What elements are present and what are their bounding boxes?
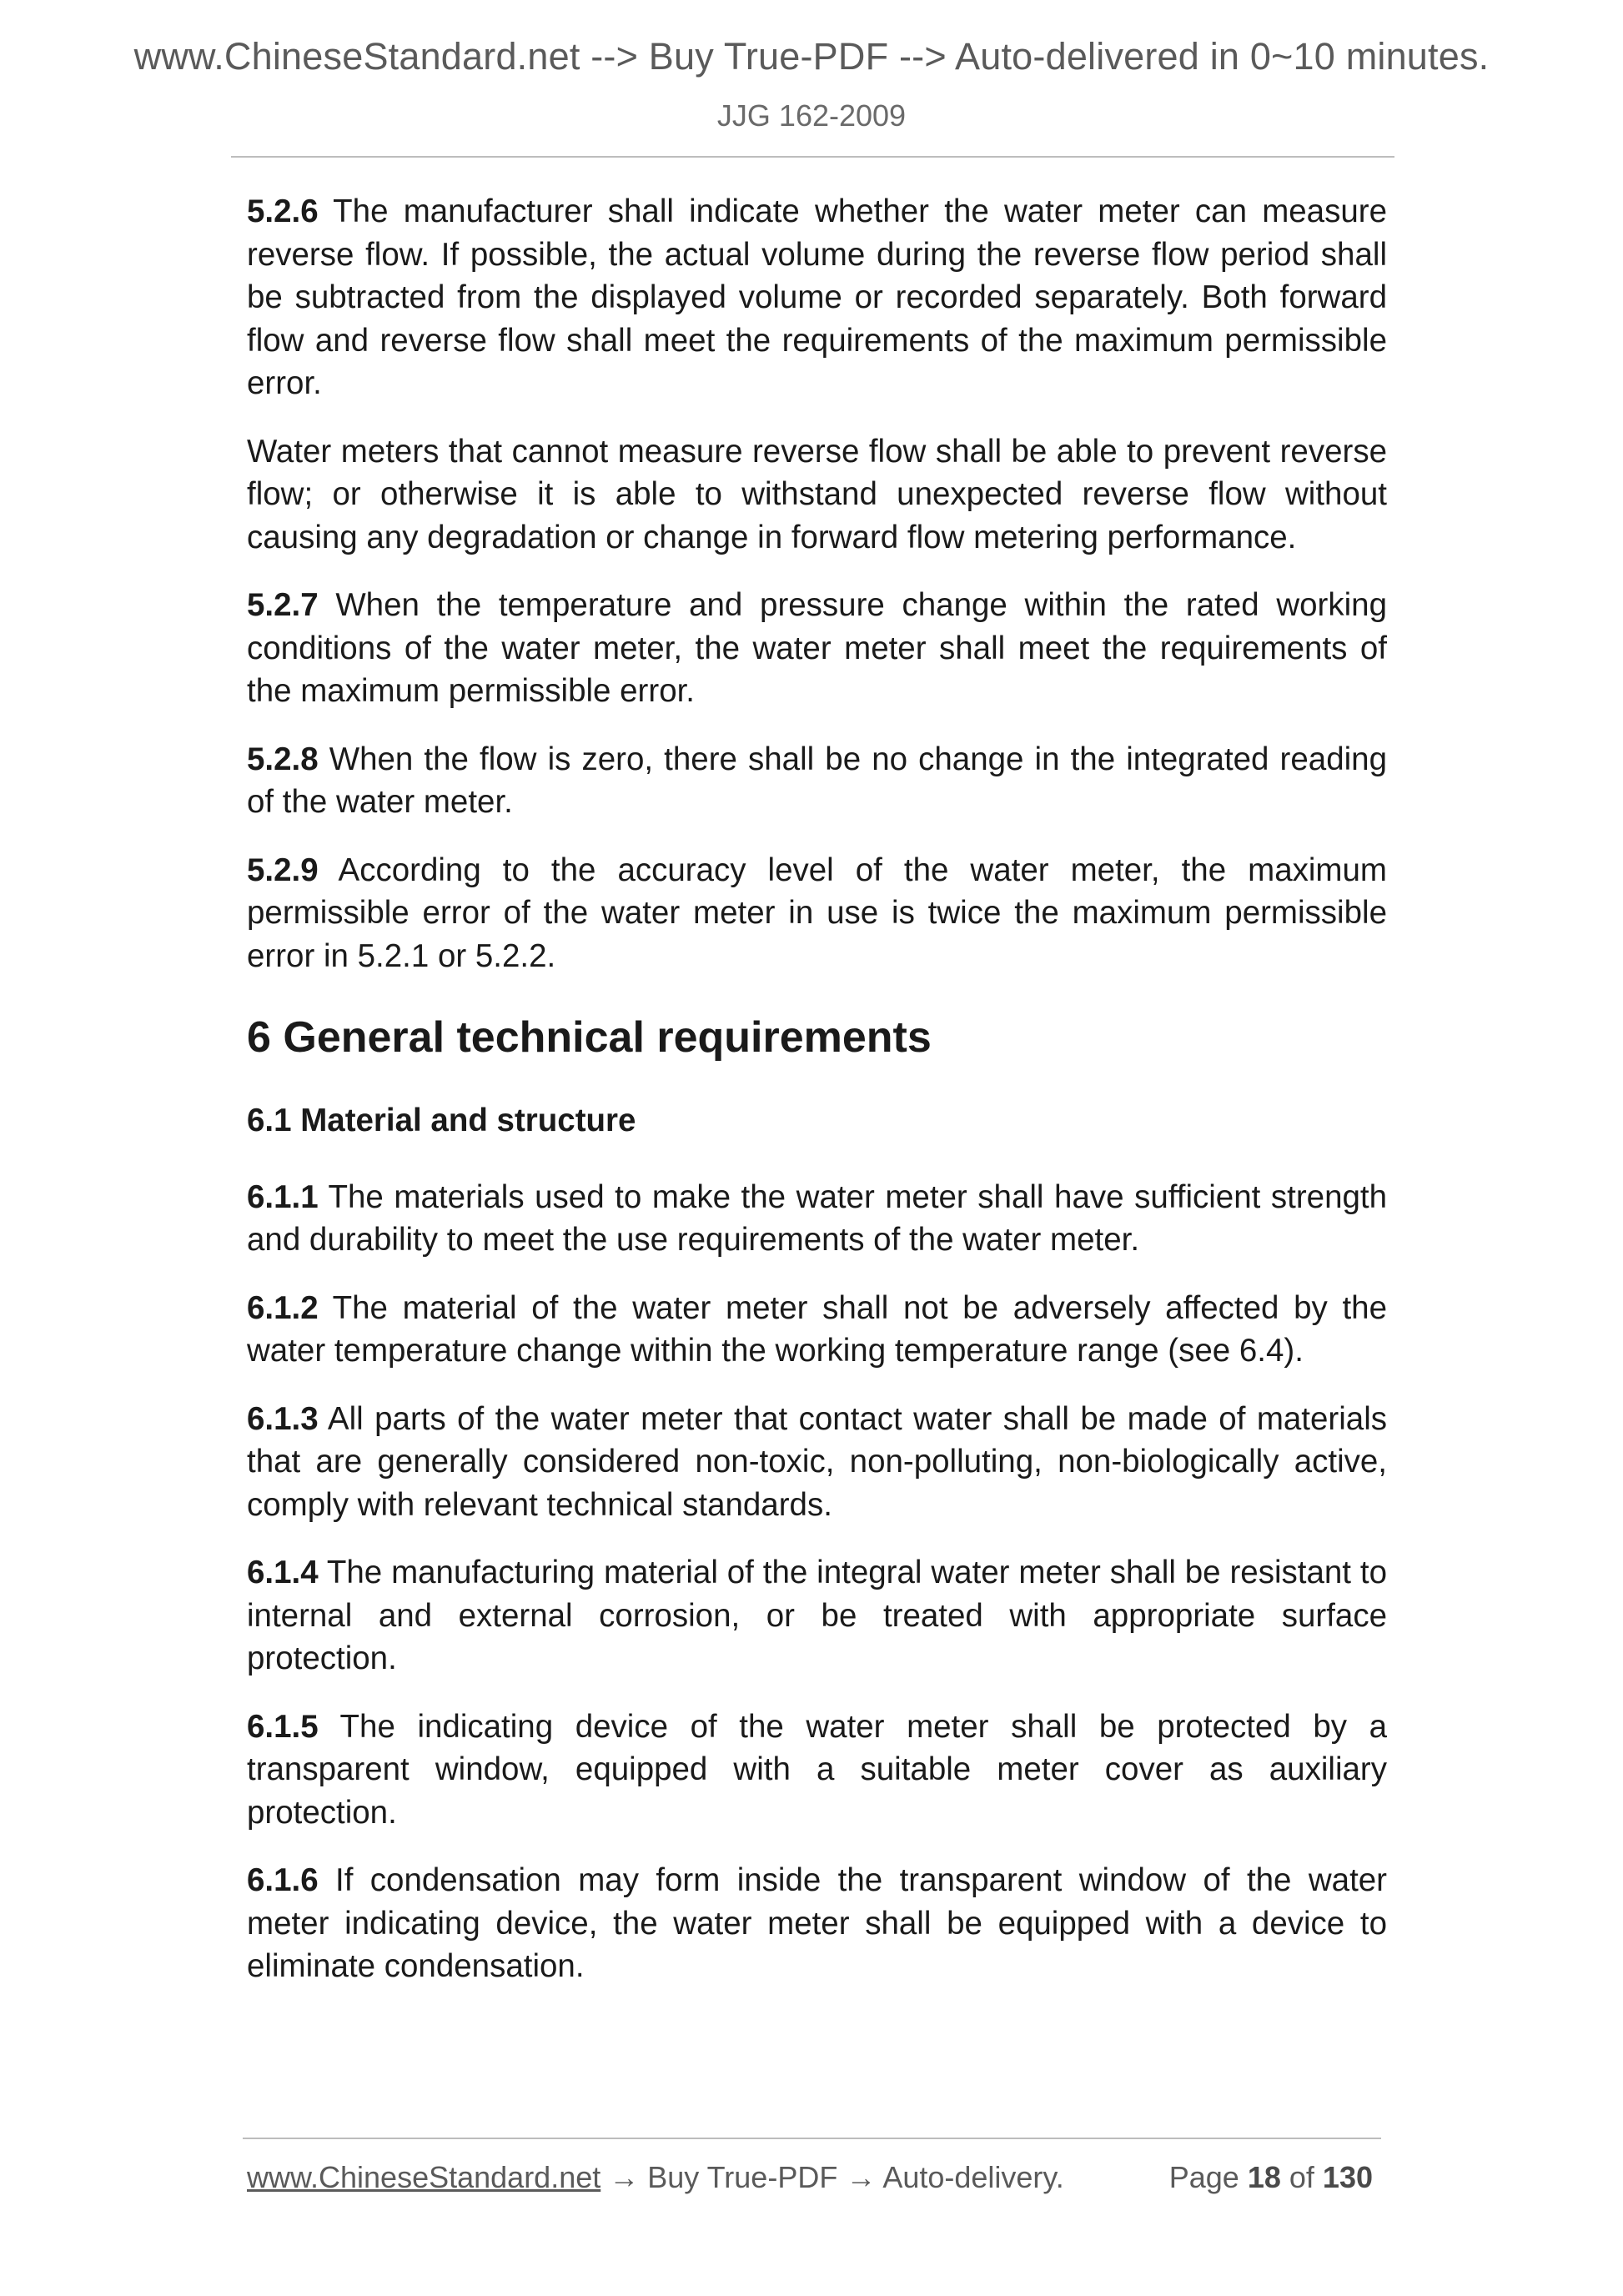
subsection-heading: 6.1 Material and structure <box>247 1103 636 1138</box>
header-divider <box>231 156 1394 158</box>
clause-text: All parts of the water meter that contact water shall be made of materials that are generally considered non-toxic, non-polluting, non-biologically active, comply with relevant technical standards. <box>247 1400 1387 1523</box>
clause-text: The manufacturer shall indicate whether the water meter can measure reverse flow. If possible, the actual volume during the reverse flow period shall be subtracted from the displayed volume or recorded separately. Both forward flow and reverse flow shall meet the requirements of the maximum permissible error. <box>247 193 1387 401</box>
page-of: of <box>1289 2160 1314 2194</box>
clause-6-1-1 <box>247 1176 1387 1262</box>
clause-text: According to the accuracy level of the water meter, the maximum permissible error of the water meter in use is twice the maximum permissible error in 5.2.1 or 5.2.2. <box>247 852 1387 974</box>
page-footer <box>247 2160 1381 2195</box>
clause-number: 5.2.7 <box>247 587 319 623</box>
clause-number: 5.2.6 <box>247 193 319 229</box>
clause-5-2-6 <box>247 190 1387 405</box>
footer-divider <box>243 2138 1381 2139</box>
clause-5-2-7 <box>247 584 1387 713</box>
page-label: Page <box>1168 2160 1239 2194</box>
page-current: 18 <box>1247 2160 1281 2194</box>
clause-5-2-9 <box>247 849 1387 978</box>
section-heading: 6 General technical requirements <box>247 1013 932 1062</box>
top-banner: www.ChineseStandard.net --> Buy True-PDF --> Auto-delivered in 0~10 minutes. <box>133 35 1490 78</box>
clause-6-1-3 <box>247 1398 1387 1527</box>
footer-site-link[interactable]: www.ChineseStandard.net <box>247 2160 601 2194</box>
page-content <box>247 190 1387 2013</box>
clause-number: 6.1.1 <box>247 1178 319 1215</box>
clause-text: When the temperature and pressure change within the rated working conditions of the water meter, the water meter shall meet the requirements of the maximum permissible error. <box>247 587 1387 709</box>
clause-text: The material of the water meter shall not be adversely affected by the water temperature change within the working temperature range (see 6.4). <box>247 1289 1387 1369</box>
clause-number: 6.1.2 <box>247 1289 319 1326</box>
clause-number: 6.1.5 <box>247 1708 319 1745</box>
clause-6-1-6 <box>247 1859 1387 1988</box>
clause-text: When the flow is zero, there shall be no change in the integrated reading of the water meter. <box>247 741 1387 820</box>
clause-6-1-2 <box>247 1287 1387 1373</box>
clause-text: The materials used to make the water meter shall have sufficient strength and durability to meet the use requirements of the water meter. <box>247 1178 1387 1258</box>
footer-tagline: → Buy True-PDF → Auto-delivery. <box>600 2160 1064 2194</box>
clause-number: 5.2.8 <box>247 741 319 777</box>
document-code: JJG 162-2009 <box>716 98 907 133</box>
clause-text: The indicating device of the water meter shall be protected by a transparent window, equipped with a suitable meter cover as auxiliary protection. <box>247 1708 1387 1831</box>
clause-number: 6.1.6 <box>247 1862 319 1898</box>
clause-number: 6.1.3 <box>247 1400 319 1437</box>
clause-number: 6.1.4 <box>247 1555 319 1590</box>
clause-6-1-4 <box>247 1551 1387 1681</box>
clause-number: 5.2.9 <box>247 852 319 888</box>
clause-text: If condensation may form inside the transparent window of the water meter indicating device, the water meter shall be equipped with a device to eliminate condensation. <box>247 1862 1387 1984</box>
page-indicator <box>1169 2160 1373 2195</box>
clause-5-2-8 <box>247 738 1387 824</box>
page-total: 130 <box>1322 2160 1373 2194</box>
clause-5-2-6-continued <box>247 430 1387 560</box>
clause-text: The manufacturing material of the integral water meter shall be resistant to internal and external corrosion, or be treated with appropriate surface protection. <box>247 1555 1387 1676</box>
clause-6-1-5 <box>247 1706 1387 1835</box>
clause-text: Water meters that cannot measure reverse flow shall be able to prevent reverse flow; or otherwise it is able to withstand unexpected reverse flow without causing any degradation or change in forward flow metering performance. <box>247 433 1387 555</box>
